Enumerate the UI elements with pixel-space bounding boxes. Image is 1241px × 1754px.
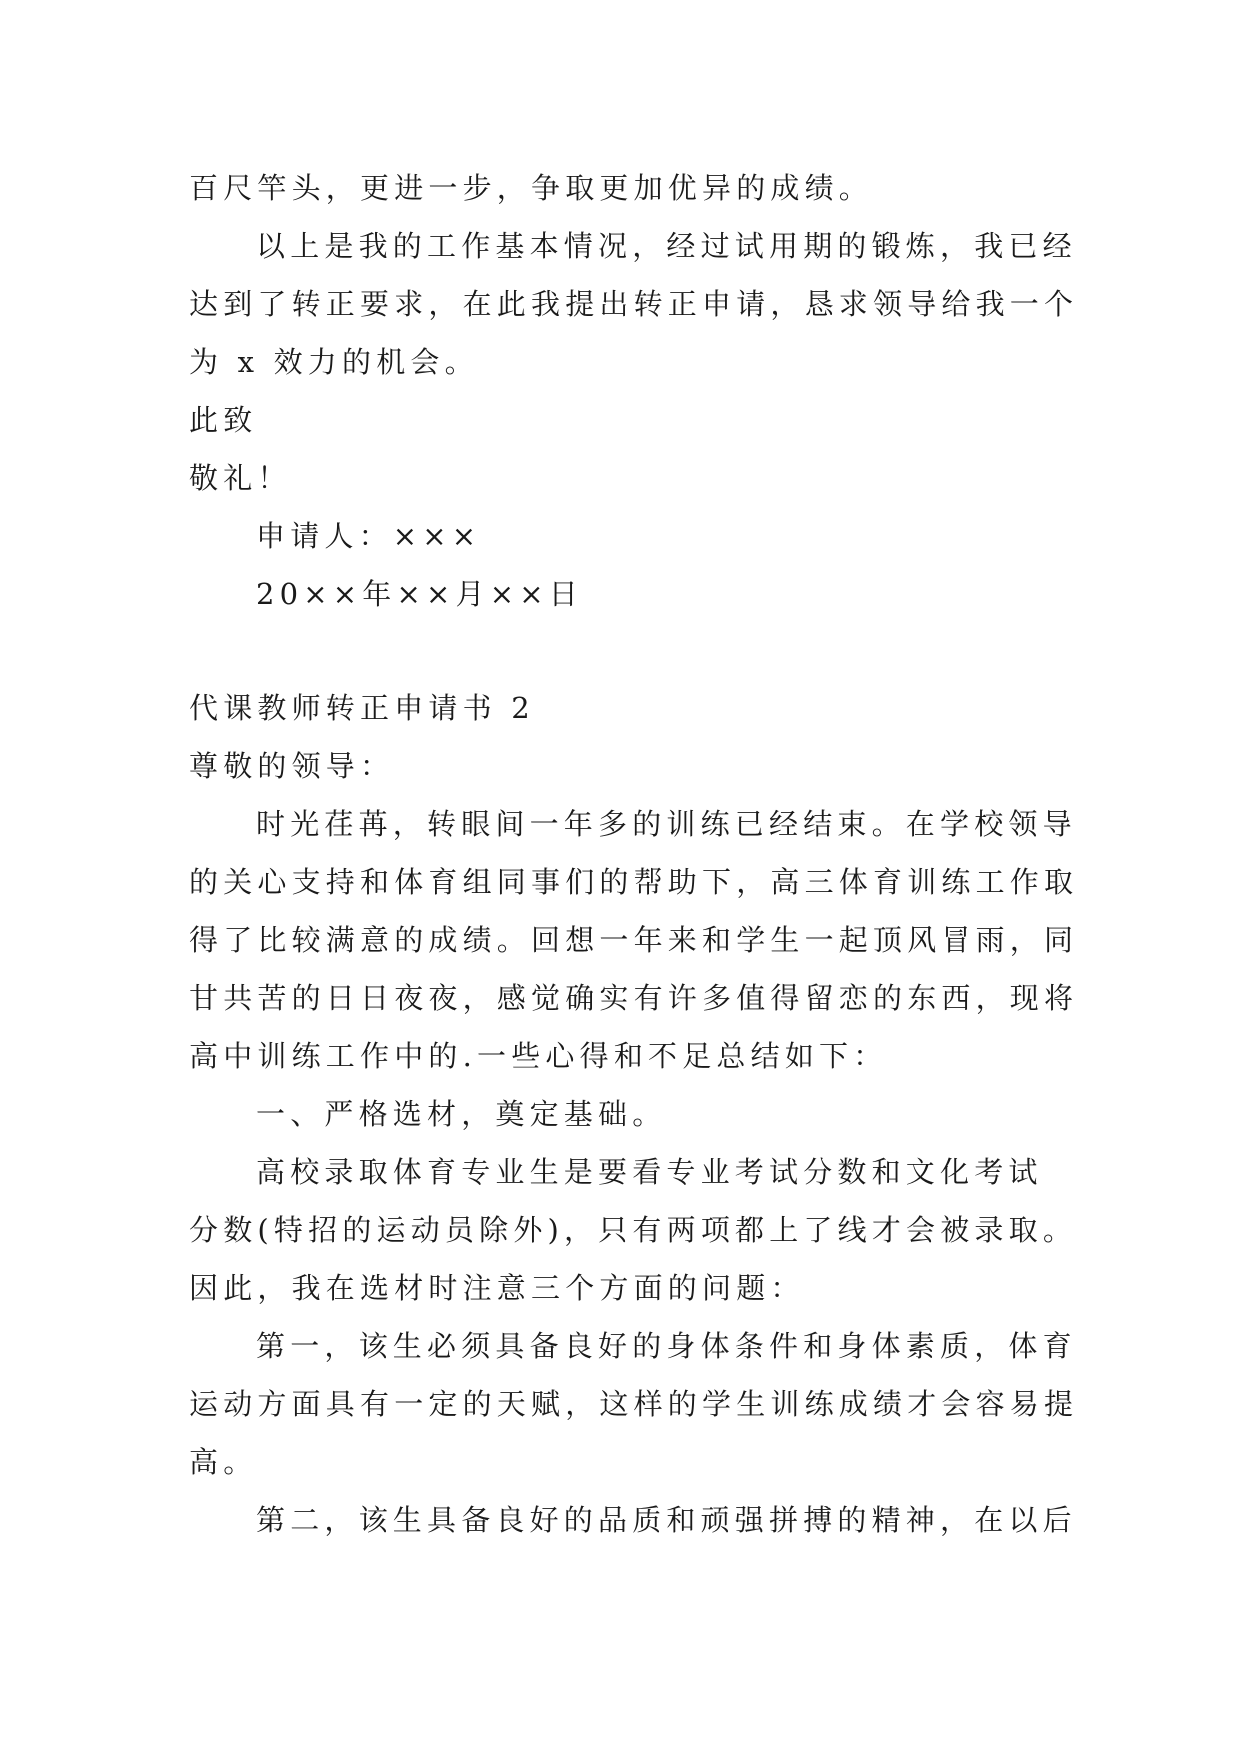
text-line: 以上是我的工作基本情况，经过试用期的锻炼，我已经 — [256, 229, 1077, 263]
text-line: 甘共苦的日日夜夜，感觉确实有许多值得留恋的东西，现将 — [189, 981, 1079, 1015]
text-line: 的关心支持和体育组同事们的帮助下，高三体育训练工作取 — [189, 865, 1079, 899]
text-line: 第二，该生具备良好的品质和顽强拼搏的精神，在以后 — [256, 1503, 1077, 1537]
closing-line: 此致 — [189, 403, 258, 437]
text-line: 为 x 效力的机会。 — [189, 345, 479, 379]
salutation-line: 敬礼！ — [189, 461, 292, 495]
greeting-line: 尊敬的领导： — [189, 749, 395, 783]
text-line: 时光荏苒，转眼间一年多的训练已经结束。在学校领导 — [256, 807, 1077, 841]
text-line: 分数(特招的运动员除外)，只有两项都上了线才会被录取。 — [189, 1213, 1078, 1247]
text-line: 高中训练工作中的.一些心得和不足总结如下： — [189, 1039, 888, 1073]
text-line: 得了比较满意的成绩。回想一年来和学生一起顶风冒雨，同 — [189, 923, 1079, 957]
section-title: 代课教师转正申请书 2 — [189, 691, 535, 725]
applicant-line: 申请人：××× — [256, 519, 482, 553]
subheading-line: 一、严格选材，奠定基础。 — [256, 1097, 667, 1131]
text-line: 高。 — [189, 1445, 258, 1479]
text-line: 运动方面具有一定的天赋，这样的学生训练成绩才会容易提 — [189, 1387, 1079, 1421]
text-line: 第一，该生必须具备良好的身体条件和身体素质，体育 — [256, 1329, 1077, 1363]
text-line: 百尺竿头，更进一步，争取更加优异的成绩。 — [189, 171, 874, 205]
date-line: 20××年××月××日 — [256, 577, 583, 611]
text-line: 达到了转正要求，在此我提出转正申请，恳求领导给我一个 — [189, 287, 1079, 321]
text-line: 因此，我在选材时注意三个方面的问题： — [189, 1271, 805, 1305]
text-line: 高校录取体育专业生是要看专业考试分数和文化考试 — [256, 1155, 1043, 1189]
